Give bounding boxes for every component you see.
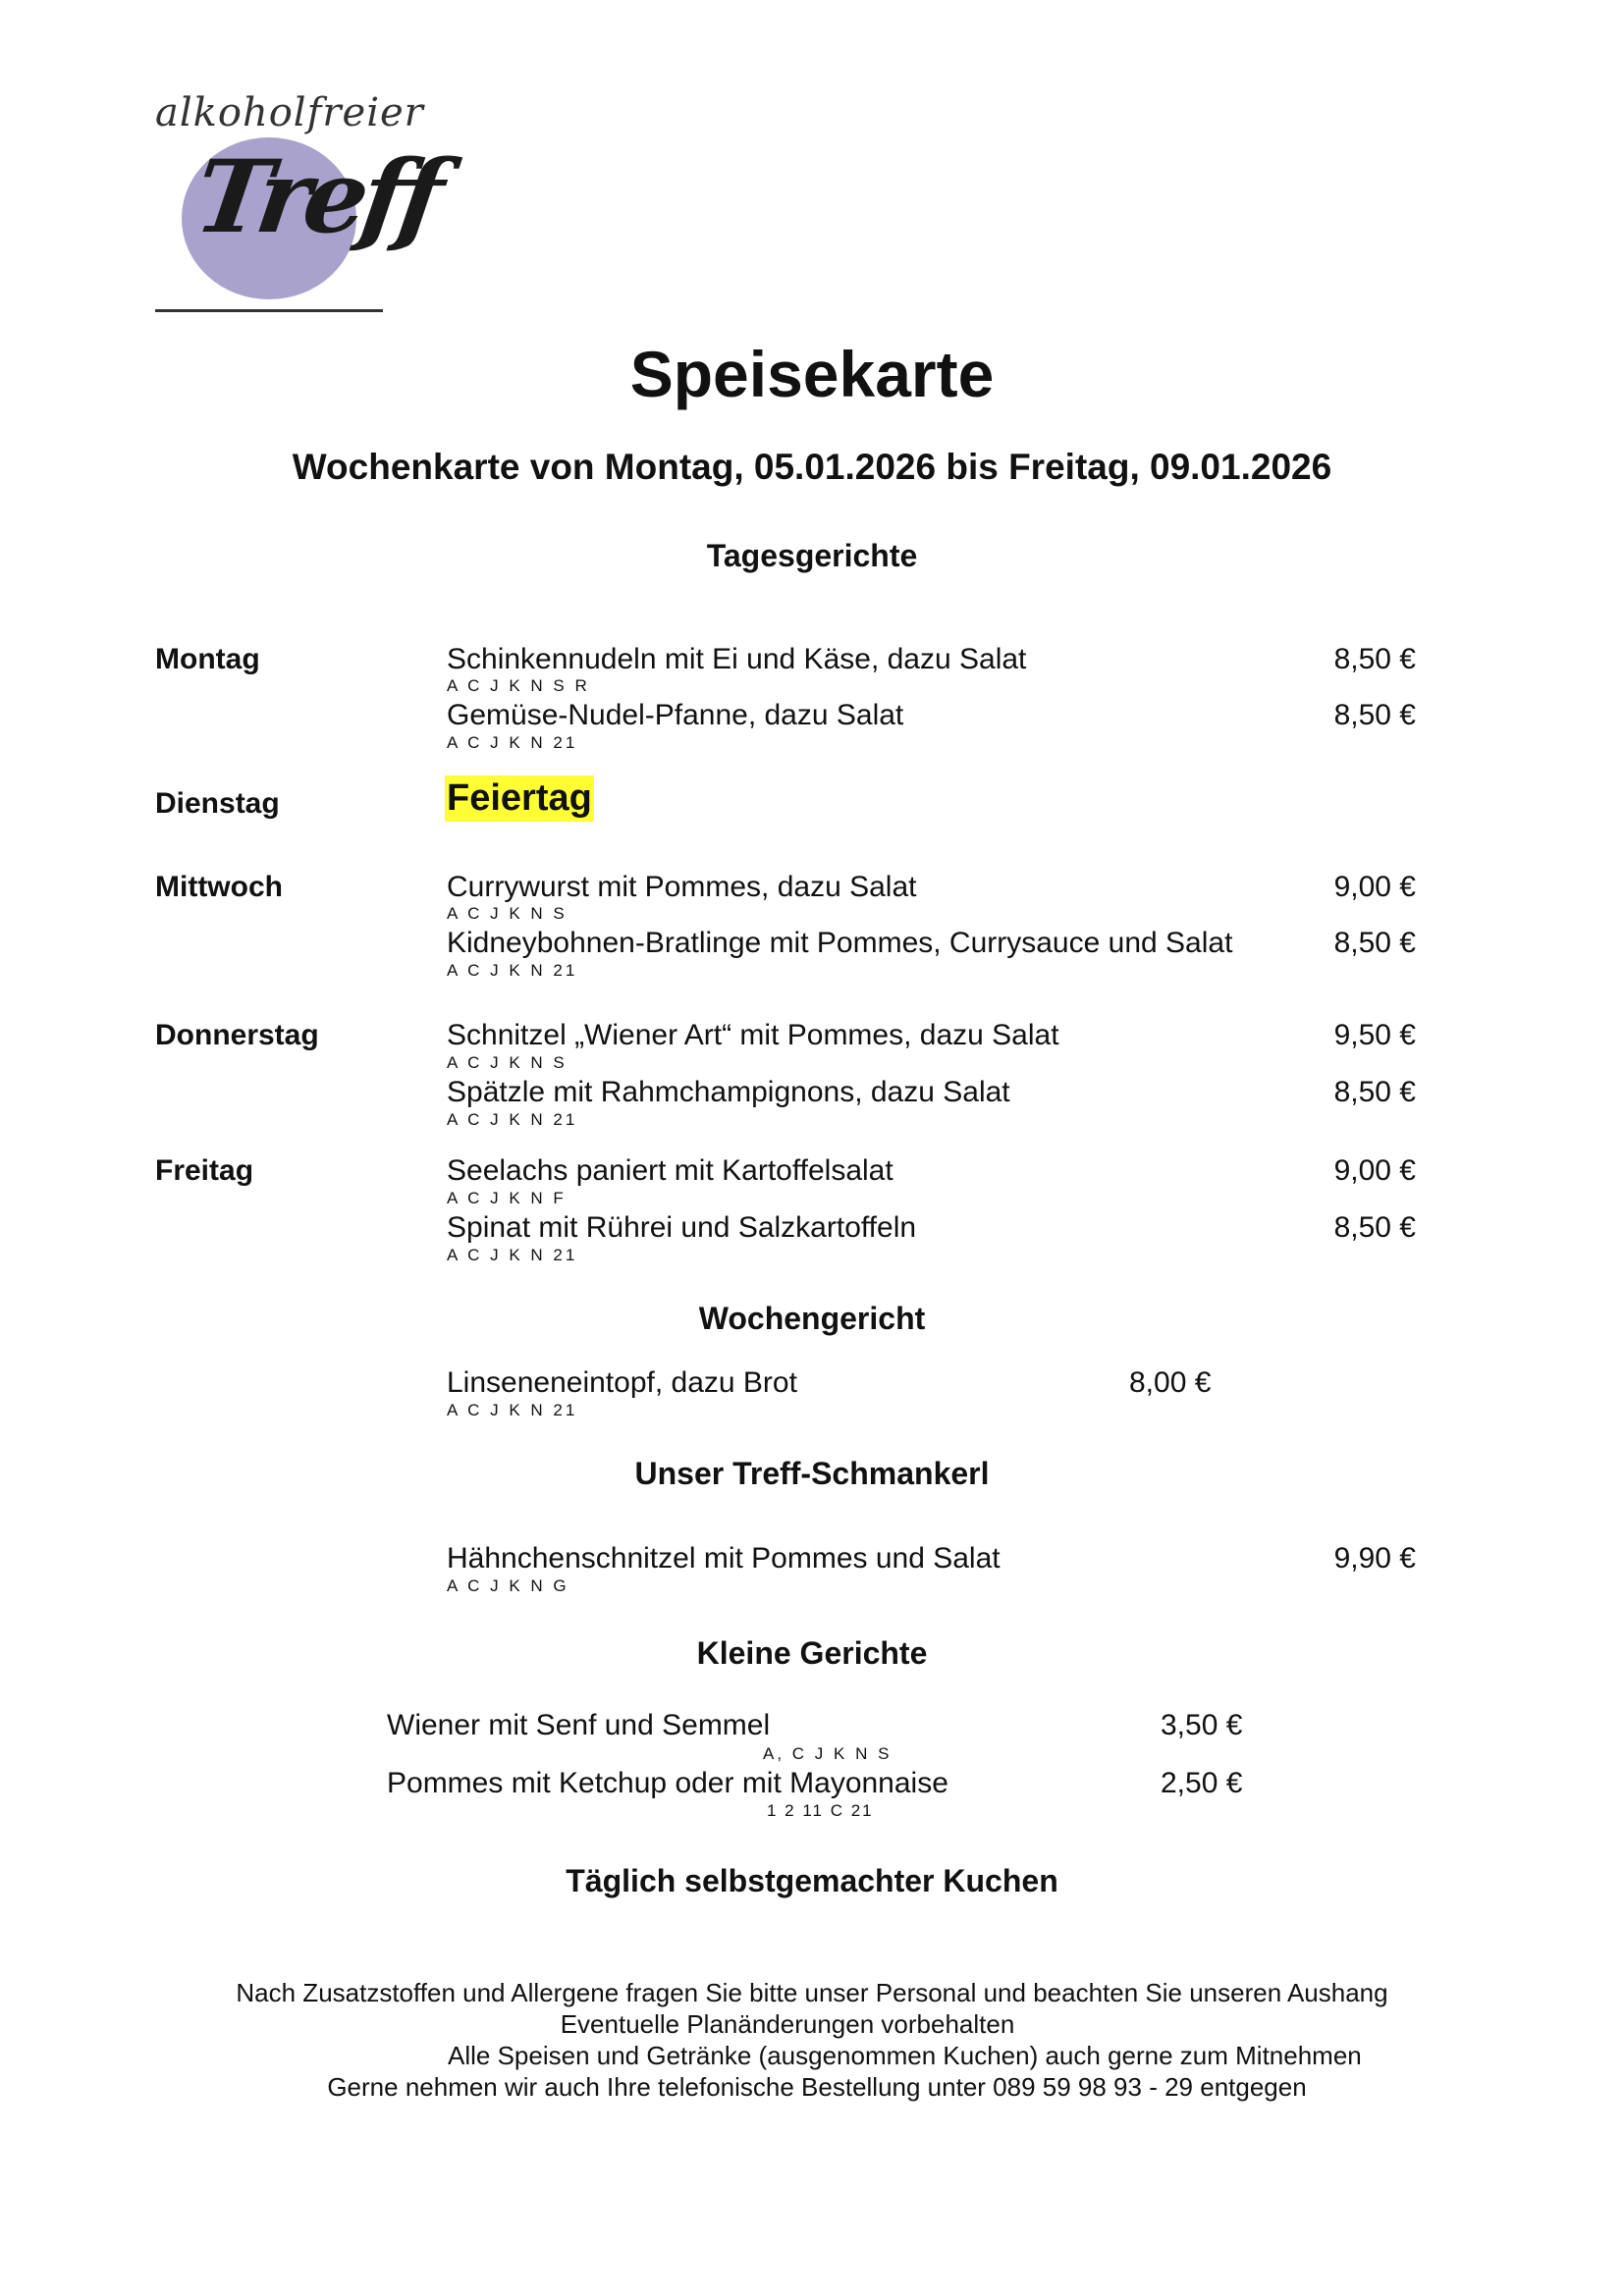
logo-top-text: alkoholfreier: [155, 90, 424, 135]
dish-name: Kidneybohnen-Bratlinge mit Pommes, Currysauce und Salat: [447, 927, 1233, 959]
day-label-montag: Montag: [155, 643, 260, 675]
section-small-heading: Kleine Gerichte: [696, 1635, 928, 1671]
dish-price: 8,50 €: [1333, 1076, 1416, 1108]
dish-price: 8,50 €: [1333, 643, 1416, 675]
footer-line: Eventuelle Planänderungen vorbehalten: [560, 2009, 1015, 2039]
section-special-heading: Unser Treff-Schmankerl: [634, 1456, 990, 1491]
dish-allergens: A C J K N 21: [447, 1110, 578, 1129]
dish-allergens: A C J K N S R: [447, 676, 590, 695]
holiday-badge: Feiertag: [445, 775, 594, 822]
dish-price: 8,50 €: [1333, 699, 1416, 731]
dish-price: 8,50 €: [1333, 1211, 1416, 1244]
weekly-dish-name: Linseneneintopf, dazu Brot: [447, 1366, 797, 1399]
day-label-donnerstag: Donnerstag: [155, 1019, 319, 1051]
footer-line: Nach Zusatzstoffen und Allergene fragen Sie bitte unser Personal und beachten Sie unseren Aushang: [236, 1978, 1388, 2007]
dish-name: Spätzle mit Rahmchampignons, dazu Salat: [447, 1076, 1010, 1108]
small-dish-name: Pommes mit Ketchup oder mit Mayonnaise: [387, 1767, 948, 1799]
page-subtitle: Wochenkarte von Montag, 05.01.2026 bis Freitag, 09.01.2026: [292, 447, 1332, 487]
day-label-mittwoch: Mittwoch: [155, 871, 283, 903]
dish-name: Currywurst mit Pommes, dazu Salat: [447, 871, 917, 903]
dish-name: Gemüse-Nudel-Pfanne, dazu Salat: [447, 699, 904, 731]
dish-allergens: A C J K N 21: [447, 1246, 578, 1264]
day-label-freitag: Freitag: [155, 1154, 254, 1187]
small-dish-price: 3,50 €: [1161, 1709, 1243, 1741]
weekly-dish-allergens: A C J K N 21: [447, 1401, 578, 1419]
dish-name: Seelachs paniert mit Kartoffelsalat: [447, 1154, 893, 1187]
footer-line: Gerne nehmen wir auch Ihre telefonische Bestellung unter 089 59 98 93 - 29 entgegen: [327, 2072, 1307, 2102]
small-dish-allergens: A, C J K N S: [763, 1744, 893, 1763]
page-title: Speisekarte: [629, 338, 995, 410]
dish-allergens: A C J K N 21: [447, 961, 578, 980]
dish-name: Schnitzel „Wiener Art“ mit Pommes, dazu Salat: [447, 1019, 1059, 1051]
dish-allergens: A C J K N S: [447, 1053, 568, 1072]
logo-underline: [155, 309, 383, 312]
footer-line: Alle Speisen und Getränke (ausgenommen Kuchen) auch gerne zum Mitnehmen: [448, 2041, 1362, 2070]
dish-price: 9,50 €: [1333, 1019, 1416, 1051]
section-weekly-heading: Wochengericht: [698, 1301, 926, 1336]
day-label-dienstag: Dienstag: [155, 787, 280, 820]
small-dish-price: 2,50 €: [1161, 1767, 1243, 1799]
weekly-dish-price: 8,00 €: [1129, 1366, 1212, 1399]
dish-price: 8,50 €: [1333, 927, 1416, 959]
special-dish-allergens: A C J K N G: [447, 1576, 569, 1595]
dish-name: Spinat mit Rührei und Salzkartoffeln: [447, 1211, 917, 1244]
dish-price: 9,00 €: [1333, 1154, 1416, 1187]
dish-allergens: A C J K N F: [447, 1189, 567, 1207]
special-dish-price: 9,90 €: [1333, 1542, 1416, 1575]
section-cake-heading: Täglich selbstgemachter Kuchen: [566, 1863, 1058, 1898]
special-dish-name: Hähnchenschnitzel mit Pommes und Salat: [447, 1542, 1001, 1575]
small-dish-name: Wiener mit Senf und Semmel: [387, 1709, 771, 1741]
dish-price: 9,00 €: [1333, 871, 1416, 903]
dish-allergens: A C J K N S: [447, 904, 568, 923]
logo-word: Treff: [188, 138, 446, 256]
section-daily-heading: Tagesgerichte: [706, 538, 918, 573]
dish-name: Schinkennudeln mit Ei und Käse, dazu Salat: [447, 643, 1027, 675]
dish-allergens: A C J K N 21: [447, 733, 578, 752]
small-dish-allergens: 1 2 11 C 21: [767, 1801, 874, 1820]
